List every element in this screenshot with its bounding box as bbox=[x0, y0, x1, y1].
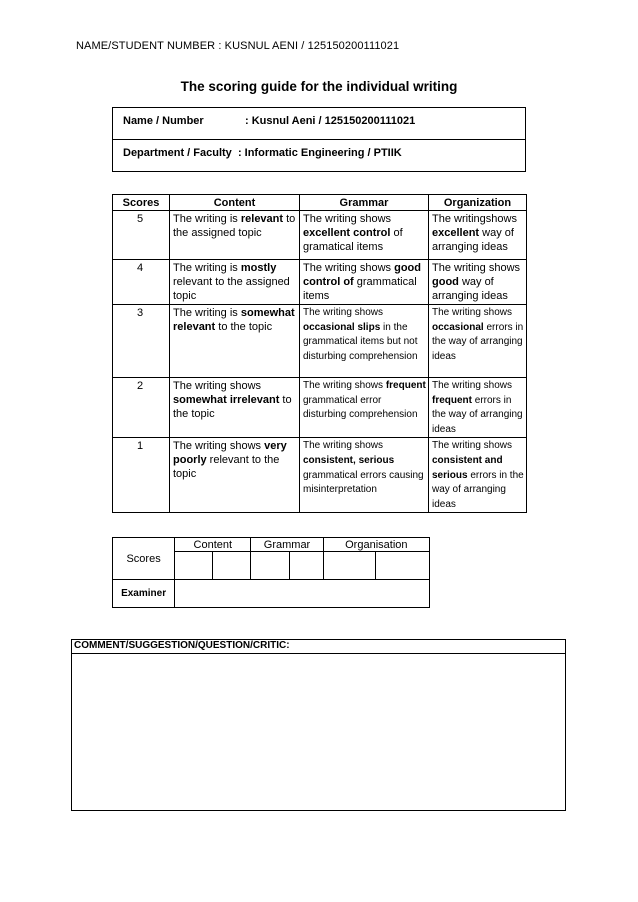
score-grammar-cell-2[interactable] bbox=[289, 552, 323, 580]
rubric-content-cell bbox=[170, 305, 300, 378]
comment-field[interactable] bbox=[72, 654, 565, 810]
rubric-row bbox=[113, 305, 527, 378]
score-content-cell-1[interactable] bbox=[175, 552, 213, 580]
grammar-text: grammatical error disturbing comprehension bbox=[303, 394, 418, 421]
examiner-label: Examiner bbox=[113, 580, 175, 608]
organization-text: way of arranging ideas bbox=[432, 227, 514, 253]
content-text: The writing is bbox=[173, 213, 241, 225]
rubric-grammar-cell bbox=[300, 438, 429, 513]
department-value: : Informatic Engineering / PTIIK bbox=[237, 147, 402, 159]
scoring-rubric-table bbox=[112, 194, 527, 513]
score-grammar-header: Grammar bbox=[251, 538, 323, 552]
rubric-content-cell bbox=[170, 378, 300, 438]
rubric-organization-cell bbox=[429, 211, 527, 260]
grammar-text: The writing shows bbox=[303, 440, 384, 452]
rubric-header-grammar: Grammar bbox=[300, 195, 429, 211]
name-value: : Kusnul Aeni / 125150200111021 bbox=[245, 115, 416, 127]
rubric-grammar-cell bbox=[300, 260, 429, 305]
rubric-content-cell bbox=[170, 211, 300, 260]
grammar-text: in the grammatical items but not disturbing comprehension bbox=[303, 321, 418, 362]
rubric-header-content: Content bbox=[170, 195, 300, 211]
student-header-line: NAME/STUDENT NUMBER : KUSNUL AENI / 125150200111021 bbox=[76, 40, 400, 52]
grammar-emphasis: frequent bbox=[385, 380, 426, 391]
organization-text: errors in the way of arranging ideas bbox=[432, 469, 524, 510]
organization-text: errors in the way of arranging ideas bbox=[432, 394, 523, 435]
grammar-text: The writing shows bbox=[303, 262, 395, 274]
content-text: The writing is bbox=[173, 262, 241, 274]
content-emphasis: somewhat relevant bbox=[173, 307, 295, 333]
rubric-row bbox=[113, 378, 527, 438]
rubric-score: 1 bbox=[113, 438, 170, 513]
organization-text: The writingshows bbox=[432, 213, 517, 225]
rubric-organization-cell bbox=[429, 438, 527, 513]
rubric-row bbox=[113, 260, 527, 305]
rubric-grammar-cell bbox=[300, 211, 429, 260]
rubric-score: 4 bbox=[113, 260, 170, 305]
organization-text: The writing shows bbox=[432, 262, 521, 274]
grammar-emphasis: occasional slips bbox=[303, 321, 381, 333]
organization-emphasis: occasional bbox=[432, 321, 484, 333]
grammar-emphasis: good control of bbox=[303, 262, 421, 288]
content-text: The writing shows bbox=[173, 380, 262, 392]
rubric-content-cell bbox=[170, 438, 300, 513]
rubric-header-organization: Organization bbox=[429, 195, 527, 211]
examiner-row bbox=[113, 580, 430, 608]
organization-emphasis: good bbox=[432, 276, 459, 288]
organization-text: The writing shows bbox=[432, 307, 513, 318]
rubric-header-row bbox=[113, 195, 527, 211]
info-cell-department bbox=[113, 140, 526, 172]
department-label: Department / Faculty bbox=[123, 147, 232, 159]
content-emphasis: mostly bbox=[240, 262, 277, 274]
rubric-grammar-cell bbox=[300, 305, 429, 378]
examiner-field[interactable] bbox=[175, 580, 430, 608]
score-organisation-cell-1[interactable] bbox=[323, 552, 375, 580]
grammar-text: grammatical items bbox=[303, 276, 417, 302]
grammar-text: of gramatical items bbox=[303, 227, 403, 253]
content-text: to the assigned topic bbox=[173, 213, 296, 239]
rubric-grammar-cell bbox=[300, 378, 429, 438]
score-content-header: Content bbox=[175, 538, 251, 552]
grammar-text: The writing shows bbox=[303, 307, 384, 318]
rubric-score: 3 bbox=[113, 305, 170, 378]
scores-label: Scores bbox=[113, 538, 175, 580]
content-text: The writing is bbox=[173, 307, 241, 319]
content-text: to the topic bbox=[173, 394, 292, 420]
organization-emphasis: excellent bbox=[432, 227, 480, 239]
info-row-department bbox=[113, 140, 526, 172]
organization-text: The writing shows bbox=[432, 440, 513, 452]
name-label: Name / Number bbox=[123, 115, 204, 127]
organization-emphasis: frequent bbox=[432, 394, 472, 406]
organization-text: The writing shows bbox=[432, 380, 513, 391]
content-text: relevant to the assigned topic bbox=[173, 276, 290, 302]
content-emphasis: relevant bbox=[240, 213, 284, 225]
content-text: to the topic bbox=[215, 321, 273, 333]
organization-text: errors in the way of arranging ideas bbox=[432, 321, 524, 362]
grammar-emphasis: consistent, serious bbox=[303, 454, 395, 466]
score-header-row bbox=[113, 538, 430, 552]
content-emphasis: very poorly bbox=[173, 440, 287, 467]
student-info-table bbox=[112, 107, 526, 172]
rubric-content-cell bbox=[170, 260, 300, 305]
rubric-row bbox=[113, 211, 527, 260]
info-row-name bbox=[113, 108, 526, 140]
score-content-cell-2[interactable] bbox=[213, 552, 251, 580]
rubric-organization-cell bbox=[429, 260, 527, 305]
grammar-emphasis: excellent control bbox=[303, 227, 391, 239]
rubric-organization-cell bbox=[429, 305, 527, 378]
score-organisation-cell-2[interactable] bbox=[375, 552, 429, 580]
rubric-score: 2 bbox=[113, 378, 170, 438]
grammar-text: The writing shows bbox=[303, 213, 392, 225]
rubric-header-scores: Scores bbox=[113, 195, 170, 211]
content-emphasis: somewhat irrelevant bbox=[173, 394, 280, 406]
content-text: relevant to the topic bbox=[173, 454, 280, 481]
rubric-row bbox=[113, 438, 527, 513]
grammar-text: The writing shows bbox=[303, 380, 386, 391]
grammar-text: grammatical errors causing misinterpretation bbox=[303, 469, 424, 496]
document-title: The scoring guide for the individual writing bbox=[180, 79, 458, 94]
organization-text: way of arranging ideas bbox=[432, 276, 508, 302]
rubric-score: 5 bbox=[113, 211, 170, 260]
score-entry-table bbox=[112, 537, 430, 608]
score-grammar-cell-1[interactable] bbox=[251, 552, 289, 580]
score-organisation-header: Organisation bbox=[323, 538, 429, 552]
comment-box bbox=[71, 639, 566, 811]
info-cell-name bbox=[113, 108, 526, 140]
content-text: The writing shows bbox=[173, 440, 265, 453]
organization-emphasis: consistent and serious bbox=[432, 454, 503, 481]
comment-label: COMMENT/SUGGESTION/QUESTION/CRITIC: bbox=[74, 640, 290, 651]
rubric-organization-cell bbox=[429, 378, 527, 438]
